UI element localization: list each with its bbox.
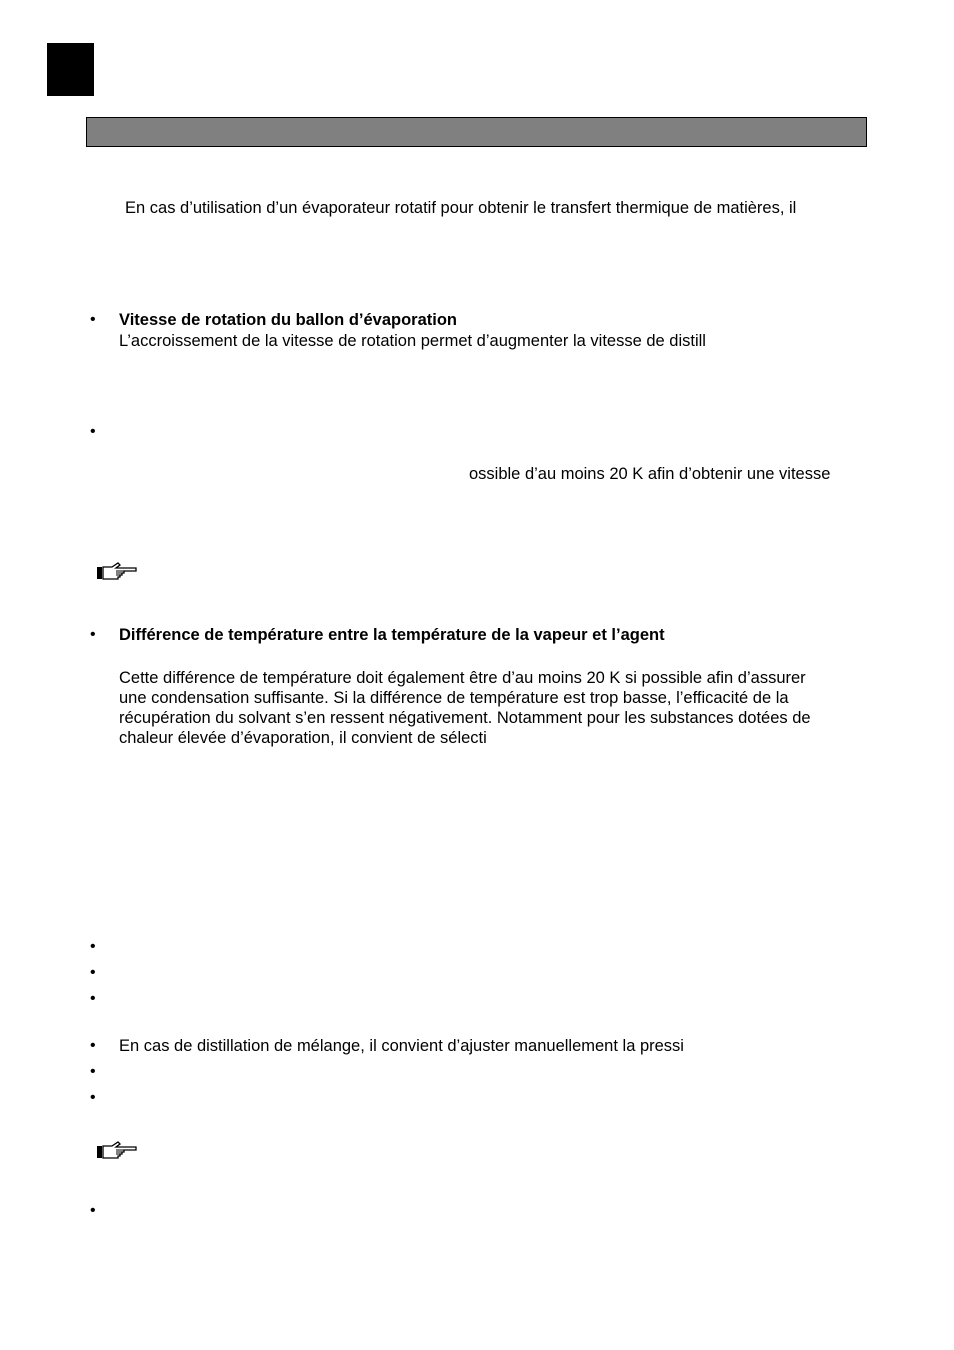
bullet: • — [90, 1037, 96, 1054]
bullet: • — [90, 423, 96, 440]
paragraph-line: Cette différence de température doit également être d’au moins 20 K si possible afin d’assurer — [119, 669, 806, 687]
paragraph-line: une condensation suffisante. Si la différence de température est trop basse, l’efficacité de la — [119, 689, 789, 707]
intro-text: En cas d’utilisation d’un évaporateur rotatif pour obtenir le transfert thermique de matières, il — [125, 199, 797, 217]
section-text-rotation: L’accroissement de la vitesse de rotation permet d’augmenter la vitesse de distill — [119, 332, 706, 350]
bullet: • — [90, 938, 96, 955]
bullet: • — [90, 1089, 96, 1106]
pointing-hand-icon — [96, 1140, 140, 1162]
bullet: • — [90, 990, 96, 1007]
bullet: • — [90, 626, 96, 643]
section-heading-rotation: Vitesse de rotation du ballon d’évaporation — [119, 311, 458, 329]
list-item-mixture-distillation: En cas de distillation de mélange, il convient d’ajuster manuellement la pressi — [119, 1037, 684, 1055]
pointing-hand-icon — [96, 561, 140, 583]
section-header-bar — [86, 117, 867, 147]
corner-marker-block — [47, 43, 94, 96]
section-text-temperature-fragment: ossible d’au moins 20 K afin d’obtenir une vitesse — [469, 465, 831, 483]
paragraph-line: chaleur élevée d’évaporation, il convient de sélecti — [119, 729, 487, 747]
paragraph-line: récupération du solvant s’en ressent négativement. Notamment pour les substances dotées de — [119, 709, 811, 727]
bullet: • — [90, 311, 96, 328]
bullet: • — [90, 1202, 96, 1219]
bullet: • — [90, 964, 96, 981]
bullet: • — [90, 1063, 96, 1080]
section-heading-temperature-difference: Différence de température entre la température de la vapeur et l’agent — [119, 626, 665, 644]
